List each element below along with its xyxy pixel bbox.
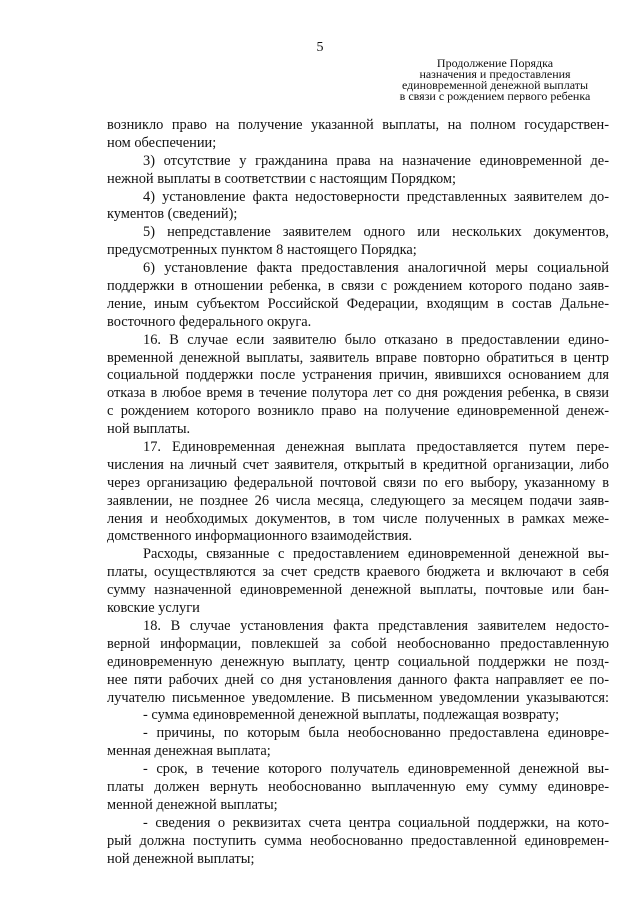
text-line: с рождением которого возникло право на получение единовременной денеж- bbox=[107, 403, 609, 420]
text-line: отказа в любое время в течение полутора лет со дня рождения ребенка, в связи bbox=[107, 385, 609, 402]
text-line: 6) установление факта предоставления аналогичной меры социальной bbox=[143, 260, 609, 277]
text-line: ковские услуги bbox=[107, 600, 200, 617]
text-line: домственного информационного взаимодействия. bbox=[107, 528, 413, 545]
text-line: предусмотренных пунктом 8 настоящего Порядка; bbox=[107, 242, 417, 259]
text-line: числения на личный счет заявителя, открытый в кредитной организации, либо bbox=[107, 456, 609, 473]
text-line: - сумма единовременной денежной выплаты, подлежащая возврату; bbox=[143, 707, 560, 724]
text-line: сумму назначенной единовременной денежной выплаты, почтовые или бан- bbox=[107, 582, 609, 599]
text-line: единовременную денежную выплату, центр социальной поддержки не позд- bbox=[107, 653, 609, 670]
text-line: 5) непредставление заявителем одного или нескольких документов, bbox=[143, 224, 609, 241]
header-line: в связи с рождением первого ребенка bbox=[399, 89, 591, 103]
page-number: 5 bbox=[316, 40, 324, 55]
text-line: 18. В случае установления факта представления заявителем недосто- bbox=[143, 617, 609, 634]
text-line: - срок, в течение которого получатель единовременной денежной вы- bbox=[143, 761, 609, 778]
text-line: - сведения о реквизитах счета центра социальной поддержки, на кото- bbox=[143, 814, 609, 831]
text-line: - причины, по которым была необоснованно предоставлена единовре- bbox=[143, 725, 609, 742]
text-line: через организацию федеральной почтовой связи по его выбору, указанному в bbox=[107, 474, 609, 491]
text-line: 4) установление факта недостоверности представленных заявителем до- bbox=[143, 188, 609, 205]
text-line: рый должна поступить сумма необоснованно предоставленной единовремен- bbox=[107, 832, 609, 849]
text-line: Расходы, связанные с предоставлением единовременной денежной вы- bbox=[143, 546, 609, 563]
text-line: возникло право на получение указанной выплаты, на полном государствен- bbox=[107, 117, 609, 133]
text-line: 3) отсутствие у гражданина права на назначение единовременной де- bbox=[143, 152, 609, 169]
text-line: 16. В случае если заявителю было отказано в предоставлении едино- bbox=[143, 331, 609, 348]
text-line: нее пяти рабочих дней со дня установления данного факта направляет ее по- bbox=[107, 671, 609, 688]
text-line: менной денежной выплаты; bbox=[107, 796, 278, 813]
document-body bbox=[107, 117, 609, 868]
text-line: 17. Единовременная денежная выплата предоставляется путем пере- bbox=[143, 439, 609, 456]
text-line: кументов (сведений); bbox=[107, 206, 238, 223]
text-line: ной выплаты. bbox=[107, 421, 191, 438]
header-line: назначения и предоставления bbox=[419, 67, 571, 81]
text-line: ления и необходимых документов, в том числе полученных в рамках меже- bbox=[107, 510, 609, 527]
text-line: менная денежная выплата; bbox=[107, 743, 271, 760]
text-line: заявлении, не позднее 26 числа месяца, следующего за месяцем подачи заяв- bbox=[107, 492, 609, 509]
text-line: временной денежной выплаты, заявитель вправе повторно обратиться в центр bbox=[107, 349, 609, 366]
text-line: нежной выплаты в соответствии с настоящим Порядком; bbox=[107, 170, 457, 187]
text-line: платы должен вернуть необоснованно выплаченную ему сумму единовре- bbox=[107, 778, 609, 795]
document-header bbox=[380, 58, 610, 102]
text-line: восточного федерального округа. bbox=[107, 313, 312, 330]
text-line: платы, осуществляются за счет средств краевого бюджета и включают в себя bbox=[107, 564, 609, 581]
text-line: лучателю письменное уведомление. В письменном уведомлении указываются: bbox=[107, 689, 609, 706]
text-line: верной информации, повлекшей за собой необоснованно предоставленную bbox=[107, 635, 609, 652]
text-line: ной денежной выплаты; bbox=[107, 850, 255, 867]
text-line: поддержки в отношении ребенка, в связи с рождением которого подано заяв- bbox=[107, 278, 609, 295]
header-line: единовременной денежной выплаты bbox=[401, 78, 589, 92]
text-line: ление, иным субъектом Российской Федерации, входящим в состав Дальне- bbox=[107, 295, 609, 312]
text-line: ном обеспечении; bbox=[107, 134, 217, 151]
text-line: социальной поддержки после устранения причин, явившихся основанием для bbox=[107, 367, 609, 384]
header-line: Продолжение Порядка bbox=[436, 56, 554, 70]
